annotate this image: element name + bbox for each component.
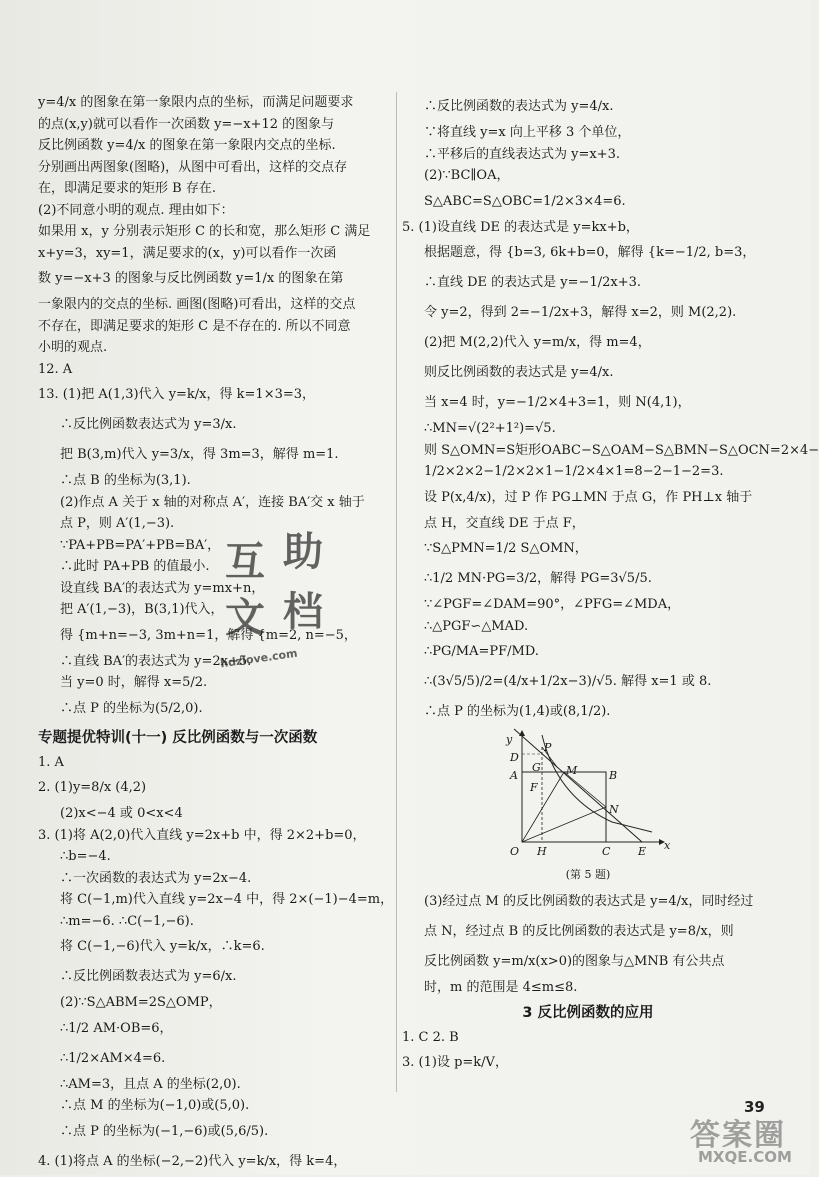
text-line: ∴反比例函数的表达式为 y=4/x. xyxy=(424,99,614,114)
right-column xyxy=(402,92,819,1078)
answer-line: 5. (1)设直线 DE 的表达式是 y=kx+b， xyxy=(402,219,639,235)
section-title: 专题提优特训(十一) 反比例函数与一次函数 xyxy=(38,729,318,746)
stamp-url: hdzlove.com xyxy=(219,646,299,671)
text-line: ∴点 P 的坐标为(5/2,0). xyxy=(60,700,203,716)
text-line: 把 B(3,m)代入 y=3/x，得 3m=3，解得 m=1. xyxy=(60,447,339,462)
text-line: ∵S△PMN=1/2 S△OMN， xyxy=(424,541,588,556)
stamp-char: 文 xyxy=(225,595,265,641)
answer-line: 3. (1)将 A(2,0)代入直线 y=2x+b 中，得 2×2+b=0， xyxy=(38,827,366,843)
text-line: 得 {m+n=−3, 3m+n=1，解得 {m=2, n=−5， xyxy=(60,627,357,643)
label-x: x xyxy=(664,839,671,852)
figure-caption: (第 5 题) xyxy=(565,868,611,881)
text-line: ∴1/2×AM×4=6. xyxy=(60,1050,166,1066)
label-F: F xyxy=(530,781,538,794)
text-line: ∵∠PGF=∠DAM=90°，∠PFG=∠MDA， xyxy=(424,597,681,612)
text-line: 将 C(−1,−6)代入 y=k/x，∴k=6. xyxy=(60,939,265,954)
label-A: A xyxy=(510,769,518,782)
answer-line: 4. (1)将点 A 的坐标(−2,−2)代入 y=k/x，得 k=4， xyxy=(38,1153,347,1169)
label-O: O xyxy=(510,845,520,858)
text-line: ∴b=−4. xyxy=(60,849,111,864)
text-line: ∴m=−6. ∴C(−1,−6). xyxy=(60,913,194,929)
text-line: ∴(3√5/5)/2=(4/x+1/2x−3)/√5. 解得 x=1 或 8. xyxy=(424,674,712,689)
text-line: ∴△PGF∽△MAD. xyxy=(424,618,529,634)
logo-text: 答案圈 xyxy=(690,1118,786,1153)
text-line: ∴直线 BA′的表达式为 y=2x−5. xyxy=(60,653,252,669)
text-line: 在，即满足要求的矩形 B 存在. xyxy=(38,181,216,196)
text-line: 小明的观点. xyxy=(38,340,108,355)
text-line: (2)∵S△ABM=2S△OMP， xyxy=(60,995,222,1010)
stamp-char: 助 xyxy=(283,529,323,575)
text-line: 分别画出两图象(图略)，从图中可看出，这样的交点存 xyxy=(38,159,348,175)
text-line: 数 y=−x+3 的图象与反比例函数 y=1/x 的图象在第 xyxy=(38,271,344,286)
text-line: (2)x<−4 或 0<x<4 xyxy=(60,806,183,821)
text-line: ∵将直线 y=x 向上平移 3 个单位， xyxy=(424,125,631,140)
text-line: ∴点 P 的坐标为(1,4)或(8,1/2). xyxy=(424,704,611,719)
text-line: 设 P(x,4/x)，过 P 作 PG⊥MN 于点 G，作 PH⊥x 轴于 xyxy=(424,489,753,505)
text-line: (2)把 M(2,2)代入 y=m/x，得 m=4， xyxy=(424,335,651,350)
text-line: (2)∵BC∥OA， xyxy=(424,168,510,183)
text-line: ∴1/2 MN·PG=3/2，解得 PG=3√5/5. xyxy=(424,571,652,586)
text-line: 一象限内的交点的坐标. 画图(图略)可看出，这样的交点 xyxy=(38,297,356,312)
label-G: G xyxy=(532,761,541,774)
logo-url: MXQE.COM xyxy=(698,1148,792,1166)
text-line: 当 y=0 时，解得 x=5/2. xyxy=(60,675,208,690)
text-line: ∴此时 PA+PB 的值最小. xyxy=(60,559,210,574)
text-line: ∴反比例函数表达式为 y=3/x. xyxy=(60,417,237,432)
text-line: ∴点 M 的坐标为(−1,0)或(5,0). xyxy=(60,1098,250,1113)
text-line: ∴AM=3，且点 A 的坐标(2,0). xyxy=(60,1076,241,1092)
text-line: 将 C(−1,m)代入直线 y=2x−4 中，得 2×(−1)−4=m， xyxy=(60,892,394,907)
text-line: ∴点 P 的坐标为(−1,−6)或(5,6/5). xyxy=(60,1123,269,1139)
problem-5-figure xyxy=(402,727,774,867)
watermark-logo xyxy=(690,1110,805,1170)
text-line: 时，m 的范围是 4≤m≤8. xyxy=(424,980,578,995)
text-line: 点 P，则 A′(1,−3). xyxy=(60,516,175,531)
text-line: 反比例函数 y=4/x 的图象在第一象限内交点的坐标. xyxy=(38,138,336,153)
text-line: 把 A′(1,−3)，B(3,1)代入， xyxy=(60,602,224,617)
label-y: y xyxy=(506,733,513,746)
column-divider xyxy=(396,92,397,1092)
text-line: 当 x=4 时，y=−1/2×4+3=1，则 N(4,1)， xyxy=(424,395,691,410)
text-line: ∴PG/MA=PF/MD. xyxy=(424,644,539,659)
text-line: S△ABC=S△OBC=1/2×3×4=6. xyxy=(424,193,626,209)
label-H: H xyxy=(537,845,547,858)
page-number: 39 xyxy=(744,1098,765,1116)
text-line: (2)作点 A 关于 x 轴的对称点 A′，连接 BA′交 x 轴于 xyxy=(60,494,365,510)
text-line: ∴直线 DE 的表达式是 y=−1/2x+3. xyxy=(424,275,641,290)
text-line: ∴1/2 AM·OB=6， xyxy=(60,1020,173,1036)
text-line: 点 H，交直线 DE 于点 F， xyxy=(424,515,585,531)
answer-line: 3. (1)设 p=k/V， xyxy=(402,1055,508,1070)
label-E: E xyxy=(638,845,647,858)
text-line: ∴MN=√(2²+1²)=√5. xyxy=(424,421,556,436)
text-line: ∴平移后的直线表达式为 y=x+3. xyxy=(424,146,620,162)
text-line: 不存在，即满足要求的矩形 C 是不存在的. 所以不同意 xyxy=(38,318,351,334)
text-line: (2)不同意小明的观点. 理由如下： xyxy=(38,202,234,218)
stamp-char: 档 xyxy=(283,589,323,635)
label-M: M xyxy=(566,764,578,777)
answer-line: 1. C 2. B xyxy=(402,1029,459,1045)
text-line: 令 y=2，得到 2=−1/2x+3，解得 x=2，则 M(2,2). xyxy=(424,305,737,320)
text-line: 1/2×2×2−1/2×2×1−1/2×4×1=8−2−1−2=3. xyxy=(424,464,724,479)
text-line: 根据题意，得 {b=3, 6k+b=0，解得 {k=−1/2, b=3， xyxy=(424,245,756,260)
label-P: P xyxy=(544,741,552,754)
text-line: 如果用 x，y 分别表示矩形 C 的长和宽，那么矩形 C 满足 xyxy=(38,224,371,239)
text-line: (3)经过点 M 的反比例函数的表达式是 y=4/x，同时经过 xyxy=(424,894,754,909)
text-line: ∴反比例函数表达式为 y=6/x. xyxy=(60,969,237,984)
stamp-char: 互 xyxy=(225,539,265,585)
answer-line: 13. (1)把 A(1,3)代入 y=k/x，得 k=1×3=3， xyxy=(38,387,316,402)
coordinate-diagram xyxy=(502,727,672,857)
text-line: y=4/x 的图象在第一象限内点的坐标，而满足问题要求 xyxy=(38,95,354,110)
text-line: ∴点 B 的坐标为(3,1). xyxy=(60,473,191,488)
text-line: 的点(x,y)就可以看作一次函数 y=−x+12 的图象与 xyxy=(38,116,335,132)
section-title: 3 反比例函数的应用 xyxy=(522,1004,654,1021)
label-B: B xyxy=(609,769,618,782)
text-line: 点 N，经过点 B 的反比例函数的表达式是 y=8/x，则 xyxy=(424,924,734,939)
text-line: 则 S△OMN=S矩形OABC−S△OAM−S△BMN−S△OCN=2×4− xyxy=(424,442,819,458)
text-line: 设直线 BA′的表达式为 y=mx+n， xyxy=(60,580,265,596)
answer-line: 1. A xyxy=(38,754,64,770)
label-D: D xyxy=(510,751,519,764)
label-N: N xyxy=(609,803,619,816)
answer-line: 2. (1)y=8/x (4,2) xyxy=(38,780,147,795)
text-line: ∴一次函数的表达式为 y=2x−4. xyxy=(60,870,252,886)
text-line: 则反比例函数的表达式是 y=4/x. xyxy=(424,365,614,380)
label-C: C xyxy=(602,845,611,858)
answer-line: 12. A xyxy=(38,361,73,377)
text-line: x+y=3，xy=1，满足要求的(x，y)可以看作一次函 xyxy=(38,245,337,261)
watermark-stamp xyxy=(215,520,355,670)
text-line: 反比例函数 y=m/x(x>0)的图象与△MNB 有公共点 xyxy=(424,954,725,969)
text-line: ∵PA+PB=PA′+PB=BA′， xyxy=(60,537,221,553)
